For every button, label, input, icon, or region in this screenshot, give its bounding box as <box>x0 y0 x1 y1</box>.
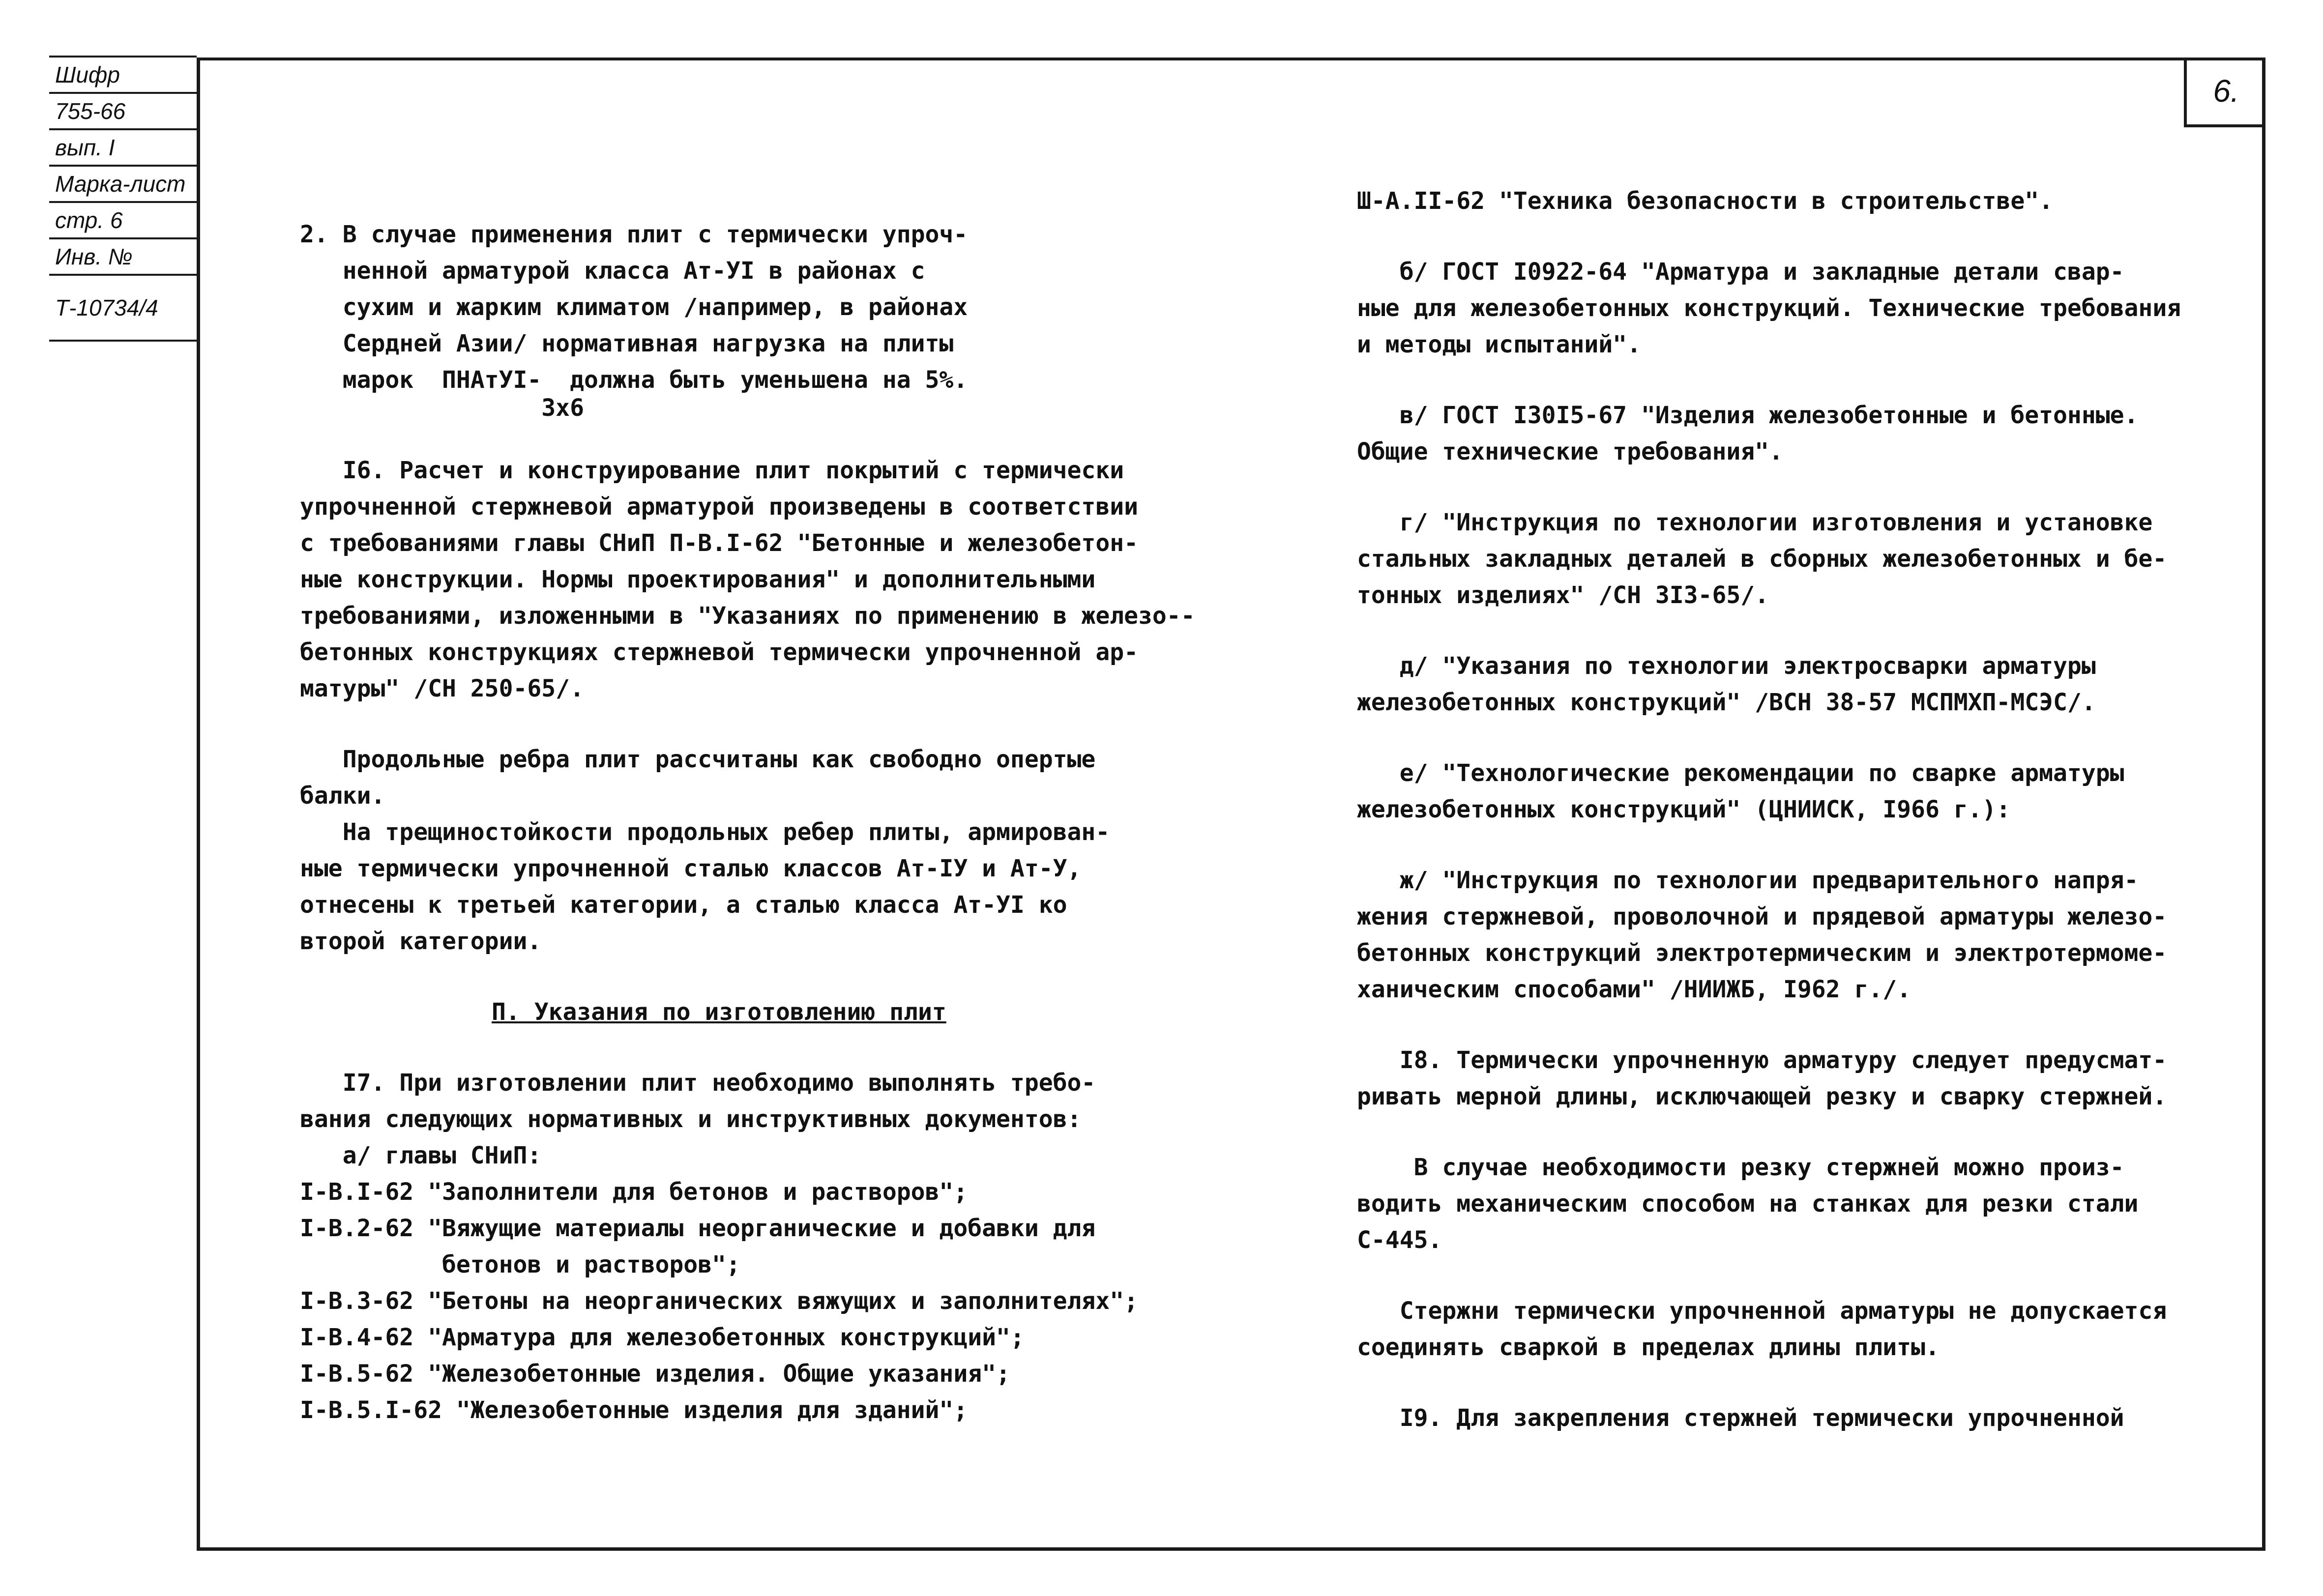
paragraph-17 <box>300 1065 1259 1137</box>
text-line: железобетонных конструкций" /ВСН 38-57 МСПМХП-МСЭС/. <box>1357 689 2096 716</box>
text-line: балки. <box>300 782 385 810</box>
text-line: 2. В случае применения плит с термически упроч- <box>300 221 968 248</box>
snip-list <box>300 1174 1259 1428</box>
text-line: бетонных конструкций электротермическим и электротермоме- <box>1357 939 2167 967</box>
paragraph-18-welding <box>1357 1293 2257 1365</box>
text-line: С-445. <box>1357 1226 1442 1254</box>
text-line: в/ ГОСТ I30I5-67 "Изделия железобетонные и бетонные. <box>1357 402 2139 429</box>
text-line: На трещиностойкости продольных ребер плиты, армирован- <box>300 818 1110 846</box>
text-line: марок ПНАтУI- должна быть уменьшена на 5%. <box>300 366 968 394</box>
list-item: бетонов и растворов"; <box>300 1251 740 1278</box>
text-line: 3х6 <box>300 394 584 422</box>
text-line: стальных закладных деталей в сборных железобетонных и бе- <box>1357 545 2167 573</box>
text-line: ненной арматурой класса Ат-УI в районах с <box>300 257 925 285</box>
text-line: водить механическим способом на станках для резки стали <box>1357 1190 2139 1218</box>
paragraph-ribs <box>300 741 1259 959</box>
text-line: Продольные ребра плит рассчитаны как свободно опертые <box>300 746 1096 773</box>
text-line: I7. При изготовлении плит необходимо выполнять требо- <box>300 1069 1096 1097</box>
text-line: б/ ГОСТ I0922-64 "Арматура и закладные детали свар- <box>1357 258 2124 286</box>
text-line: Общие технические требования". <box>1357 438 1783 465</box>
paragraph-2 <box>300 216 1259 422</box>
text-line: ривать мерной длины, исключающей резку и сварку стержней. <box>1357 1083 2167 1110</box>
stamp-mark-sheet: Марка-лист <box>49 165 197 203</box>
text-line: упрочненной стержневой арматурой произведены в соответствии <box>300 493 1139 521</box>
sheet-number: 6. <box>2184 58 2265 127</box>
stamp-inventory-number: Т-10734/4 <box>49 274 197 342</box>
list-item: I-В.I-62 "Заполнители для бетонов и растворов"; <box>300 1178 968 1206</box>
text-line: с требованиями главы СНиП П-В.I-62 "Бетонные и железобетон- <box>300 529 1139 557</box>
text-line: ные конструкции. Нормы проектирования" и дополнительными <box>300 566 1096 593</box>
text-line: е/ "Технологические рекомендации по сварке арматуры <box>1357 759 2124 787</box>
stamp-page: стр. 6 <box>49 201 197 239</box>
text-line: д/ "Указания по технологии электросварки арматуры <box>1357 652 2096 680</box>
text-line: I8. Термически упрочненную арматуру следует предусмат- <box>1357 1046 2167 1074</box>
text-line: и методы испытаний". <box>1357 331 1641 358</box>
list-item: I-В.4-62 "Арматура для железобетонных конструкций"; <box>300 1324 1025 1351</box>
item-g <box>1357 504 2257 613</box>
stamp-issue: вып. I <box>49 128 197 167</box>
text-line: Стержни термически упрочненной арматуры не допускается <box>1357 1297 2167 1325</box>
text-line: матуры" /СН 250-65/. <box>300 675 584 702</box>
text-line: ные для железобетонных конструкций. Технические требования <box>1357 294 2181 322</box>
item-zh <box>1357 862 2257 1008</box>
item-b <box>1357 254 2257 363</box>
text-line: сухим и жарким климатом /например, в районах <box>300 293 968 321</box>
left-column <box>300 216 1259 1428</box>
text-line: г/ "Инструкция по технологии изготовления и установке <box>1357 509 2153 536</box>
paragraph-16 <box>300 452 1259 707</box>
list-item: I-В.5-62 "Железобетонные изделия. Общие указания"; <box>300 1360 1010 1388</box>
text-line: В случае необходимости резку стержней можно произ- <box>1357 1154 2124 1181</box>
list-a-title: а/ главы СНиП: <box>300 1142 542 1169</box>
item-e <box>1357 755 2257 828</box>
text-line: ные термически упрочненной сталью классов Ат-IУ и Ат-У, <box>300 855 1082 882</box>
text-line: железобетонных конструкций" (ЦНИИСК, I966 г.): <box>1357 796 2011 823</box>
right-column <box>1357 183 2257 1436</box>
paragraph-18-cutting <box>1357 1149 2257 1258</box>
list-item: I-В.3-62 "Бетоны на неорганических вяжущих и заполнителях"; <box>300 1287 1139 1315</box>
text-line: бетонных конструкциях стержневой термически упрочненной ар- <box>300 638 1139 666</box>
item-d <box>1357 648 2257 721</box>
text-line: требованиями, изложенными в "Указаниях по применению в железо-- <box>300 602 1195 630</box>
text-line: отнесены к третьей категории, а сталью класса Ат-УI ко <box>300 891 1067 919</box>
text-line: жения стержневой, проволочной и прядевой арматуры железо- <box>1357 903 2167 930</box>
text-line: Сердней Азии/ нормативная нагрузка на плиты <box>300 330 954 357</box>
paragraph-18 <box>1357 1042 2257 1115</box>
text-line: I6. Расчет и конструирование плит покрытий с термически <box>300 457 1124 484</box>
section-heading: П. Указания по изготовлению плит <box>492 998 946 1026</box>
text-line: ханическим способами" /НИИЖБ, I962 г./. <box>1357 976 1911 1003</box>
item-v <box>1357 397 2257 470</box>
stamp-series: 755-66 <box>49 92 197 130</box>
text-line: ж/ "Инструкция по технологии предварительного напря- <box>1357 867 2139 894</box>
text-line: соединять сваркой в пределах длины плиты. <box>1357 1334 1940 1361</box>
text-line: вания следующих нормативных и инструктивных документов: <box>300 1105 1082 1133</box>
title-stamp <box>49 58 197 342</box>
text-line: Ш-А.II-62 "Техника безопасности в строительстве". <box>1357 187 2054 215</box>
stamp-cipher: Шифр <box>49 56 197 94</box>
list-item: I-В.5.I-62 "Железобетонные изделия для зданий"; <box>300 1396 968 1424</box>
text-line: тонных изделиях" /СН 3I3-65/. <box>1357 581 1769 609</box>
paragraph-19: I9. Для закрепления стержней термически упрочненной <box>1357 1404 2124 1432</box>
stamp-inventory: Инв. № <box>49 237 197 276</box>
text-line: второй категории. <box>300 928 542 955</box>
list-item: I-В.2-62 "Вяжущие материалы неорганические и добавки для <box>300 1215 1096 1242</box>
